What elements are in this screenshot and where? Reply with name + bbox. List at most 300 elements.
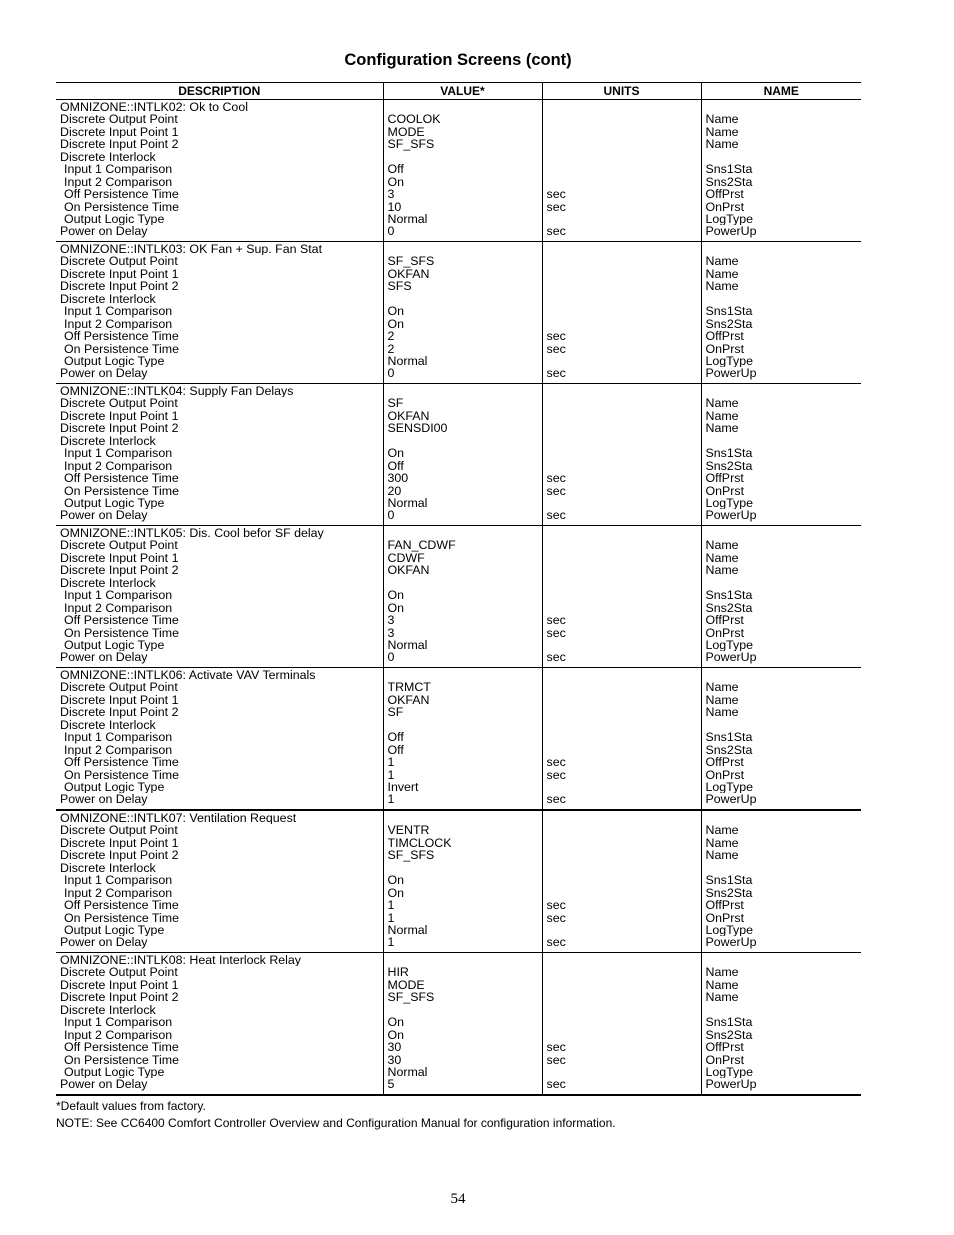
field-label: Off Persistence Time <box>64 188 179 201</box>
field-value: On <box>387 317 405 331</box>
field-value: SFS <box>387 280 412 293</box>
units-cell <box>542 953 701 1096</box>
field-label: On Persistence Time <box>64 911 180 924</box>
section-title: OMNIZONE::INTLK04: Supply Fan Delays <box>60 385 294 398</box>
field-name: PowerUp <box>705 367 757 380</box>
field-label: On Persistence Time <box>64 1053 180 1066</box>
field-value: COOLOK <box>387 113 441 126</box>
description-cell <box>56 100 383 242</box>
field-unit <box>547 1004 701 1016</box>
field-value: On <box>387 175 405 189</box>
units-cell <box>542 384 701 526</box>
field-name: Name <box>705 564 739 577</box>
field-value: 3 <box>387 188 395 201</box>
field-label: Discrete Interlock <box>60 576 156 590</box>
field-label: Power on Delay <box>60 793 148 806</box>
field-name: PowerUp <box>705 509 757 522</box>
field-value: SF_SFS <box>387 255 435 268</box>
field-name <box>706 293 862 305</box>
field-value: Normal <box>387 923 428 937</box>
field-name <box>706 1004 862 1016</box>
field-unit <box>547 151 701 163</box>
value-spacer <box>388 385 542 397</box>
table-row <box>56 526 861 668</box>
units-cell <box>542 100 701 242</box>
field-label: Input 2 Comparison <box>64 317 173 331</box>
value-cell <box>383 242 542 384</box>
field-value: Normal <box>387 496 428 510</box>
field-value: VENTR <box>387 824 430 837</box>
field-name: Sns1Sta <box>705 874 753 887</box>
value-spacer <box>388 527 542 539</box>
field-label: On Persistence Time <box>64 200 180 213</box>
field-label: Off Persistence Time <box>64 756 179 769</box>
field-value: FAN_CDWF <box>387 539 456 552</box>
table-row <box>56 810 861 953</box>
table-row <box>56 242 861 384</box>
field-unit <box>547 293 701 305</box>
field-name: OnPrst <box>705 768 745 781</box>
field-label: Discrete Interlock <box>60 861 156 875</box>
field-name: Name <box>705 255 739 268</box>
field-unit: sec <box>546 651 566 664</box>
field-value: TRMCT <box>387 681 431 694</box>
field-label: Input 2 Comparison <box>64 886 173 900</box>
field-name: OnPrst <box>705 911 745 924</box>
field-value: 0 <box>387 367 395 380</box>
configuration-table <box>56 82 861 1096</box>
field-unit <box>547 824 701 836</box>
value-cell <box>383 668 542 811</box>
field-name: Name <box>705 397 739 410</box>
field-unit <box>547 113 701 125</box>
field-name: Name <box>705 539 739 552</box>
field-value: On <box>387 305 405 318</box>
field-unit <box>547 447 701 459</box>
name-spacer <box>706 385 862 397</box>
field-label: Discrete Input Point 2 <box>60 138 179 151</box>
field-value: Invert <box>387 780 419 794</box>
field-unit: sec <box>546 626 566 639</box>
field-unit: sec <box>546 472 566 485</box>
name-cell <box>701 384 861 526</box>
units-spacer <box>547 385 701 397</box>
field-label: Discrete Input Point 1 <box>60 836 179 850</box>
value-cell <box>383 100 542 242</box>
field-unit: sec <box>546 509 566 522</box>
field-unit <box>547 305 701 317</box>
field-name: Sns2Sta <box>705 886 753 900</box>
field-label: Input 2 Comparison <box>64 743 173 757</box>
field-label: Discrete Output Point <box>60 681 178 694</box>
field-name: LogType <box>705 780 754 794</box>
field-value: MODE <box>387 978 425 992</box>
field-unit <box>547 1016 701 1028</box>
field-label: Input 1 Comparison <box>64 447 173 460</box>
field-label: Discrete Input Point 1 <box>60 267 179 281</box>
field-unit: sec <box>546 793 566 806</box>
field-unit <box>547 719 701 731</box>
name-cell <box>701 810 861 953</box>
field-value: 2 <box>387 330 395 343</box>
description-cell <box>56 384 383 526</box>
field-unit <box>547 268 701 280</box>
field-unit <box>547 280 701 292</box>
field-name: LogType <box>705 354 754 368</box>
field-value <box>388 435 542 447</box>
name-cell <box>701 242 861 384</box>
field-unit: sec <box>546 225 566 238</box>
section-title: OMNIZONE::INTLK07: Ventilation Request <box>60 812 297 825</box>
field-value: CDWF <box>387 551 425 565</box>
field-label: Input 1 Comparison <box>64 731 173 744</box>
field-value: Normal <box>387 638 428 652</box>
description-cell <box>56 526 383 668</box>
units-cell <box>542 810 701 953</box>
field-name: Name <box>705 551 739 565</box>
field-unit <box>547 564 701 576</box>
field-label: Output Logic Type <box>64 1065 165 1079</box>
field-value: Off <box>387 163 404 176</box>
field-name: Name <box>705 125 739 139</box>
field-label: On Persistence Time <box>64 626 180 639</box>
name-cell <box>701 526 861 668</box>
field-label: Discrete Output Point <box>60 966 178 979</box>
field-name: Name <box>705 280 739 293</box>
field-unit <box>547 176 701 188</box>
field-value: On <box>387 601 405 615</box>
units-cell <box>542 668 701 811</box>
field-value: 1 <box>387 768 395 781</box>
name-spacer <box>706 669 862 681</box>
field-name: LogType <box>705 638 754 652</box>
field-label: Input 1 Comparison <box>64 874 173 887</box>
field-name <box>706 151 862 163</box>
field-value: SF <box>387 397 404 410</box>
field-unit: sec <box>546 911 566 924</box>
field-unit <box>547 255 701 267</box>
field-value: 10 <box>387 200 402 213</box>
field-unit: sec <box>546 200 566 213</box>
name-spacer <box>706 812 862 824</box>
value-spacer <box>388 101 542 113</box>
field-label: On Persistence Time <box>64 342 180 355</box>
section-title: OMNIZONE::INTLK05: Dis. Cool befor SF delay <box>60 527 324 540</box>
field-label: Input 2 Comparison <box>64 1028 173 1042</box>
field-value: 300 <box>387 472 409 485</box>
field-unit <box>547 837 701 849</box>
footnote-note: NOTE: See CC6400 Comfort Controller Overview and Configuration Manual for configuration information. <box>56 1116 616 1130</box>
field-name: Name <box>705 991 739 1004</box>
field-label: Power on Delay <box>60 1078 148 1091</box>
field-unit <box>547 589 701 601</box>
field-value: Off <box>387 743 404 757</box>
field-name: Sns1Sta <box>705 305 753 318</box>
field-unit <box>547 979 701 991</box>
field-value: 1 <box>387 911 395 924</box>
field-name: Sns1Sta <box>705 589 753 602</box>
field-value: Normal <box>387 354 428 368</box>
field-label: Discrete Output Point <box>60 113 178 126</box>
field-name: OnPrst <box>705 484 745 497</box>
field-value: Off <box>387 731 404 744</box>
field-name: Sns2Sta <box>705 743 753 757</box>
page-title: Configuration Screens (cont) <box>344 51 572 69</box>
field-value: 1 <box>387 793 395 806</box>
field-value: On <box>387 874 405 887</box>
field-name: Name <box>705 978 739 992</box>
field-value: SENSDI00 <box>387 422 448 435</box>
field-label: Discrete Input Point 1 <box>60 125 179 139</box>
field-name: Sns2Sta <box>705 601 753 615</box>
field-label: Input 1 Comparison <box>64 163 173 176</box>
field-unit <box>547 924 701 936</box>
header-description: DESCRIPTION <box>56 83 383 100</box>
field-value: 30 <box>387 1041 402 1054</box>
field-unit <box>547 410 701 422</box>
units-spacer <box>547 669 701 681</box>
field-value: 1 <box>387 756 395 769</box>
field-name: OffPrst <box>705 614 744 627</box>
field-value: On <box>387 1016 405 1029</box>
field-label: Discrete Interlock <box>60 434 156 448</box>
field-label: On Persistence Time <box>64 768 180 781</box>
field-name: OnPrst <box>705 342 745 355</box>
field-unit <box>547 706 701 718</box>
field-unit: sec <box>546 1041 566 1054</box>
description-cell <box>56 242 383 384</box>
field-value: 5 <box>387 1078 395 1091</box>
field-unit <box>547 460 701 472</box>
field-name: Name <box>705 836 739 850</box>
units-spacer <box>547 243 701 255</box>
table-row <box>56 100 861 242</box>
field-unit: sec <box>546 330 566 343</box>
field-label: Power on Delay <box>60 225 148 238</box>
field-unit <box>547 577 701 589</box>
table-row <box>56 384 861 526</box>
field-value: 1 <box>387 899 395 912</box>
name-cell <box>701 668 861 811</box>
field-unit <box>547 397 701 409</box>
field-unit <box>547 163 701 175</box>
section-title: OMNIZONE::INTLK03: OK Fan + Sup. Fan Stat <box>60 243 323 256</box>
field-unit <box>547 874 701 886</box>
value-spacer <box>388 243 542 255</box>
field-name: PowerUp <box>705 651 757 664</box>
section-title: OMNIZONE::INTLK08: Heat Interlock Relay <box>60 954 302 967</box>
field-value: SF_SFS <box>387 991 435 1004</box>
field-unit <box>547 497 701 509</box>
field-unit: sec <box>546 342 566 355</box>
field-unit <box>547 435 701 447</box>
page-number: 54 <box>450 1191 466 1207</box>
field-unit: sec <box>546 614 566 627</box>
field-unit: sec <box>546 188 566 201</box>
field-label: Off Persistence Time <box>64 614 179 627</box>
field-unit <box>547 887 701 899</box>
field-unit: sec <box>546 768 566 781</box>
footnote-default-values: *Default values from factory. <box>56 1099 206 1113</box>
field-label: Power on Delay <box>60 651 148 664</box>
field-label: Input 2 Comparison <box>64 175 173 189</box>
field-label: Input 1 Comparison <box>64 305 173 318</box>
field-unit <box>547 126 701 138</box>
field-name: PowerUp <box>705 1078 757 1091</box>
field-unit <box>547 539 701 551</box>
field-label: Discrete Output Point <box>60 397 178 410</box>
units-cell <box>542 526 701 668</box>
field-name <box>706 862 862 874</box>
field-name: Name <box>705 409 739 423</box>
name-cell <box>701 953 861 1096</box>
field-label: Discrete Output Point <box>60 255 178 268</box>
units-spacer <box>547 812 701 824</box>
field-value: OKFAN <box>387 693 430 707</box>
section-title: OMNIZONE::INTLK06: Activate VAV Terminals <box>60 669 316 682</box>
field-value: OKFAN <box>387 564 430 577</box>
field-unit: sec <box>546 756 566 769</box>
field-label: Discrete Input Point 1 <box>60 978 179 992</box>
field-value <box>388 293 542 305</box>
name-spacer <box>706 243 862 255</box>
field-value: 3 <box>387 614 395 627</box>
field-value: MODE <box>387 125 425 139</box>
field-label: Discrete Input Point 2 <box>60 849 179 862</box>
field-value <box>388 862 542 874</box>
field-name <box>706 577 862 589</box>
field-label: Output Logic Type <box>64 780 165 794</box>
field-label: Discrete Output Point <box>60 539 178 552</box>
field-value <box>388 1004 542 1016</box>
value-cell <box>383 384 542 526</box>
field-label: Input 2 Comparison <box>64 459 173 473</box>
field-name: Sns2Sta <box>705 317 753 331</box>
name-spacer <box>706 101 862 113</box>
field-unit <box>547 781 701 793</box>
field-unit: sec <box>546 484 566 497</box>
field-name: PowerUp <box>705 793 757 806</box>
name-spacer <box>706 954 862 966</box>
field-value: 1 <box>387 936 395 949</box>
field-label: Discrete Input Point 2 <box>60 280 179 293</box>
field-name: OffPrst <box>705 1041 744 1054</box>
field-label: Discrete Input Point 1 <box>60 551 179 565</box>
units-spacer <box>547 527 701 539</box>
field-value: OKFAN <box>387 267 430 281</box>
field-unit <box>547 1066 701 1078</box>
field-label: Off Persistence Time <box>64 330 179 343</box>
field-unit <box>547 552 701 564</box>
field-value: Normal <box>387 212 428 226</box>
field-value: On <box>387 886 405 900</box>
field-name: OffPrst <box>705 472 744 485</box>
field-label: On Persistence Time <box>64 484 180 497</box>
field-unit <box>547 681 701 693</box>
description-cell <box>56 953 383 1096</box>
field-label: Power on Delay <box>60 509 148 522</box>
field-name: OffPrst <box>705 756 744 769</box>
table-row <box>56 953 861 1096</box>
field-name: OnPrst <box>705 626 745 639</box>
field-unit: sec <box>546 1078 566 1091</box>
header-name: NAME <box>701 83 861 100</box>
field-value: 0 <box>387 225 395 238</box>
field-value: HIR <box>387 966 409 979</box>
table-row <box>56 668 861 811</box>
field-label: Discrete Interlock <box>60 718 156 732</box>
field-label: Output Logic Type <box>64 923 165 937</box>
field-value: Normal <box>387 1065 428 1079</box>
field-unit <box>547 602 701 614</box>
field-unit <box>547 849 701 861</box>
field-name: Name <box>705 966 739 979</box>
field-label: Discrete Input Point 2 <box>60 706 179 719</box>
description-cell <box>56 668 383 811</box>
field-name: Name <box>705 849 739 862</box>
field-label: Discrete Input Point 2 <box>60 422 179 435</box>
field-unit <box>547 1029 701 1041</box>
value-cell <box>383 953 542 1096</box>
field-value: 20 <box>387 484 402 497</box>
field-value: SF_SFS <box>387 849 435 862</box>
field-name: OffPrst <box>705 899 744 912</box>
field-unit <box>547 318 701 330</box>
field-label: Discrete Interlock <box>60 150 156 164</box>
field-name: PowerUp <box>705 936 757 949</box>
field-label: Discrete Input Point 1 <box>60 409 179 423</box>
field-value: 0 <box>387 509 395 522</box>
table-header-row <box>56 83 861 100</box>
field-unit: sec <box>546 899 566 912</box>
field-value: SF_SFS <box>387 138 435 151</box>
field-name: Name <box>705 706 739 719</box>
field-name: Sns1Sta <box>705 163 753 176</box>
field-value: On <box>387 1028 405 1042</box>
field-name: Name <box>705 113 739 126</box>
field-value: 3 <box>387 626 395 639</box>
field-name: Name <box>705 422 739 435</box>
field-unit <box>547 639 701 651</box>
field-value <box>388 719 542 731</box>
field-label: Output Logic Type <box>64 496 165 510</box>
field-value: TIMCLOCK <box>387 836 452 850</box>
field-unit <box>547 694 701 706</box>
value-cell <box>383 810 542 953</box>
field-value: OKFAN <box>387 409 430 423</box>
field-name <box>706 435 862 447</box>
field-name: LogType <box>705 496 754 510</box>
field-label: Off Persistence Time <box>64 1041 179 1054</box>
units-cell <box>542 242 701 384</box>
field-name: OffPrst <box>705 188 744 201</box>
field-label: Off Persistence Time <box>64 472 179 485</box>
field-name: Sns1Sta <box>705 731 753 744</box>
field-value <box>388 151 542 163</box>
field-unit <box>547 991 701 1003</box>
field-label: Discrete Output Point <box>60 824 178 837</box>
field-name: LogType <box>705 212 754 226</box>
field-label: Output Logic Type <box>64 212 165 226</box>
value-spacer <box>388 954 542 966</box>
field-unit <box>547 355 701 367</box>
field-name: Name <box>705 267 739 281</box>
field-unit <box>547 862 701 874</box>
field-label: Off Persistence Time <box>64 899 179 912</box>
field-unit: sec <box>546 1053 566 1066</box>
field-name: LogType <box>705 923 754 937</box>
field-label: Power on Delay <box>60 367 148 380</box>
